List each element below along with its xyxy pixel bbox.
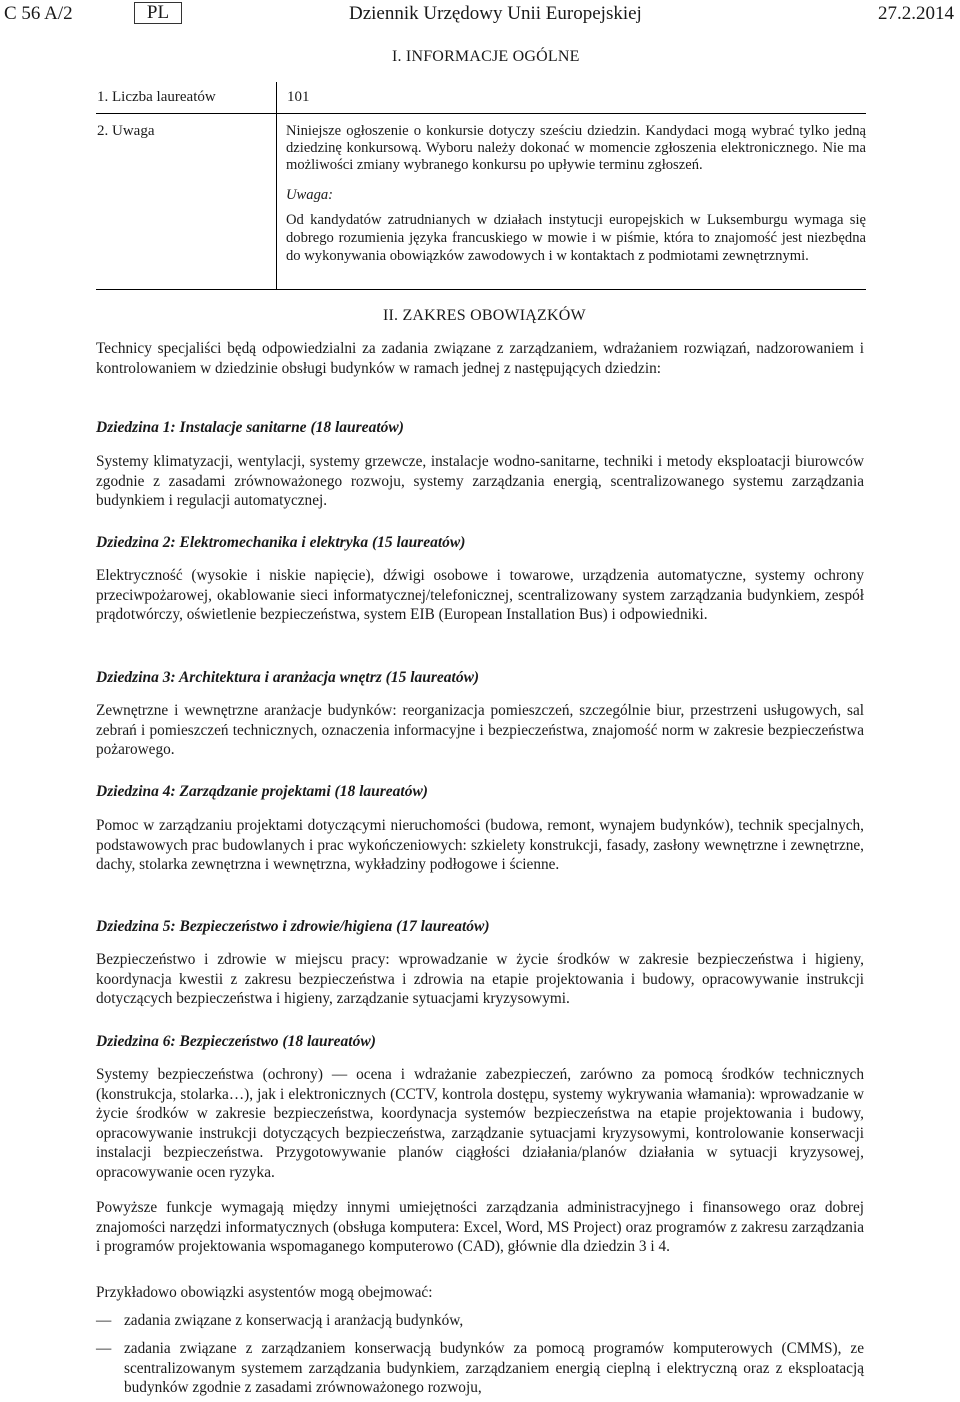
list-item xyxy=(96,1311,864,1331)
table-divider-bottom xyxy=(96,289,866,290)
list-item xyxy=(96,1339,864,1398)
section-title-general-info: I. INFORMACJE OGÓLNE xyxy=(392,48,580,65)
list-dash: — xyxy=(96,1340,112,1357)
laureates-count-label: 1. Liczba laureatów xyxy=(97,89,216,105)
journal-title: Dziennik Urzędowy Unii Europejskiej xyxy=(349,3,642,24)
list-item-text: zadania związane z konserwacją i aranżacją budynków, xyxy=(124,1312,464,1329)
field-1-heading: Dziedzina 1: Instalacje sanitarne (18 laureatów) xyxy=(96,419,404,436)
list-dash: — xyxy=(96,1312,112,1329)
field-4-heading: Dziedzina 4: Zarządzanie projektami (18 laureatów) xyxy=(96,783,428,800)
field-3-text: Zewnętrzne i wewnętrzne aranżacje budynków: reorganizacja pomieszczeń, szczególnie biur, przestrzeni usługowych, sal zebrań i pomieszczeń technicznych, oznaczenia informacyjne i bezpieczeństwa, znajomość norm w zakresie bezpieczeństwa pożarowego. xyxy=(96,702,864,758)
field-3-heading: Dziedzina 3: Architektura i aranżacja wnętrz (15 laureatów) xyxy=(96,669,480,686)
section-title-duties: II. ZAKRES OBOWIĄZKÓW xyxy=(383,307,586,324)
skills-paragraph: Powyższe funkcje wymagają między innymi umiejętności zarządzania administracyjnego i finansowego oraz dobrej znajomości narzędzi informatycznych (obsługa komputera: Excel, Word, MS Project) oraz programów z zakresu zarządzania i programów projektowania wspomaganego komputerowo (CAD), głównie dla dziedzin 3 i 4. xyxy=(96,1199,864,1255)
list-item-text: zadania związane z zarządzaniem konserwacją budynków za pomocą programów komputerowych (CMMS), ze scentralizowanym systemem zarządzania budynkiem, zarządzaniem energią cieplną i elektryczną oraz z eksploatacją budynków zgodnie z zasadami zrównoważonego rozwoju, xyxy=(124,1340,864,1396)
duties-examples-intro: Przykładowo obowiązki asystentów mogą obejmować: xyxy=(96,1284,433,1301)
note-label: Uwaga: xyxy=(286,187,334,203)
field-6-heading: Dziedzina 6: Bezpieczeństwo (18 laureatów) xyxy=(96,1033,376,1050)
page-reference: C 56 A/2 xyxy=(4,3,73,24)
table-divider-row xyxy=(96,113,866,114)
field-2-text: Elektryczność (wysokie i niskie napięcie), dźwigi osobowe i towarowe, urządzenia automatyczne, systemy ochrony przeciwpożarowej, okablowanie sieci informatycznej/telefonicznej, scentralizowany system zarządzania budynkiem, zespół prądotwórczy, oświetlenie bezpieczeństwa, system EIB (European Installation Bus) i odpowiedniki. xyxy=(96,567,864,623)
note-row-text: Niniejsze ogłoszenie o konkursie dotyczy sześciu dziedzin. Kandydaci mogą wybrać tylko jedną dziedzinę konkursową. Wyboru należy dokonać w momencie zgłoszenia elektronicznego. Nie ma możliwości zmiany wybranego konkursu po upływie terminu zgłoszeń. xyxy=(286,123,866,173)
language-code-box: PL xyxy=(134,2,182,24)
field-4-text: Pomoc w zarządzaniu projektami dotyczącymi nieruchomości (budowa, remont, wynajem budynków), technik specjalnych, podstawowych prac budowlanych i prac wykończeniowych: szkielety konstrukcji, fasady, zasłony wewnętrzne i zewnętrzne, dachy, stolarka zewnętrzna i wewnętrzna, wykładziny podłogowe i ścienne. xyxy=(96,817,864,873)
note-row-label: 2. Uwaga xyxy=(97,123,155,139)
field-6-text: Systemy bezpieczeństwa (ochrony) — ocena i wdrażanie zabezpieczeń, zarówno za pomocą środków technicznych (konstrukcja, stolarka…), jak i elektronicznych (CCTV, kontrola dostępu, systemy wykrywania włamania): wprowadzanie w życie środków w zakresie bezpieczeństwa, koordynacja systemów bezpieczeństwa na etapie projektowania i budowy, opracowywanie instrukcji dotyczących bezpieczeństwa, zarządzanie sytuacjami kryzysowymi, kontrolowanie konserwacji instalacji bezpieczeństwa. Przygotowywanie planów ciągłości działania/planów działania w sytuacji kryzysowej, opracowywanie ocen ryzyka. xyxy=(96,1066,864,1181)
field-2-heading: Dziedzina 2: Elektromechanika i elektryka (15 laureatów) xyxy=(96,534,466,551)
field-5-text: Bezpieczeństwo i zdrowie w miejscu pracy: wprowadzanie w życie środków w zakresie bezpieczeństwa i higieny, koordynacja kwestii z zakresu bezpieczeństwa i zdrowia na etapie projektowania i budowy, opracowywanie instrukcji dotyczących bezpieczeństwa i higieny, zarządzanie sytuacjami kryzysowymi. xyxy=(96,951,864,1007)
laureates-count-value: 101 xyxy=(287,89,310,105)
duties-intro-paragraph: Technicy specjaliści będą odpowiedzialni za zadania związane z zarządzaniem, wdrażaniem rozwiązań, nadzorowaniem i kontrolowaniem w dziedzinie obsługi budynków w ramach jednej z następujących dziedzin: xyxy=(96,340,864,377)
language-requirement-note: Od kandydatów zatrudnianych w działach instytucji europejskich w Luksemburgu wymaga się dobrego rozumienia języka francuskiego w mowie i w piśmie, która to znajomość jest niezbędna do wykonywania obowiązków zawodowych i w kontaktach z podmiotami zewnętrznymi. xyxy=(286,212,866,264)
field-5-heading: Dziedzina 5: Bezpieczeństwo i zdrowie/higiena (17 laureatów) xyxy=(96,918,490,935)
publication-date: 27.2.2014 xyxy=(878,3,954,24)
field-1-text: Systemy klimatyzacji, wentylacji, systemy grzewcze, instalacje wodno-sanitarne, techniki i metody eksploatacji biurowców zgodnie z zasadami zrównoważonego rozwoju, systemy zarządzania energią, scentralizowanego systemu zarządzania budynkiem i regulacji automatycznej. xyxy=(96,453,864,509)
